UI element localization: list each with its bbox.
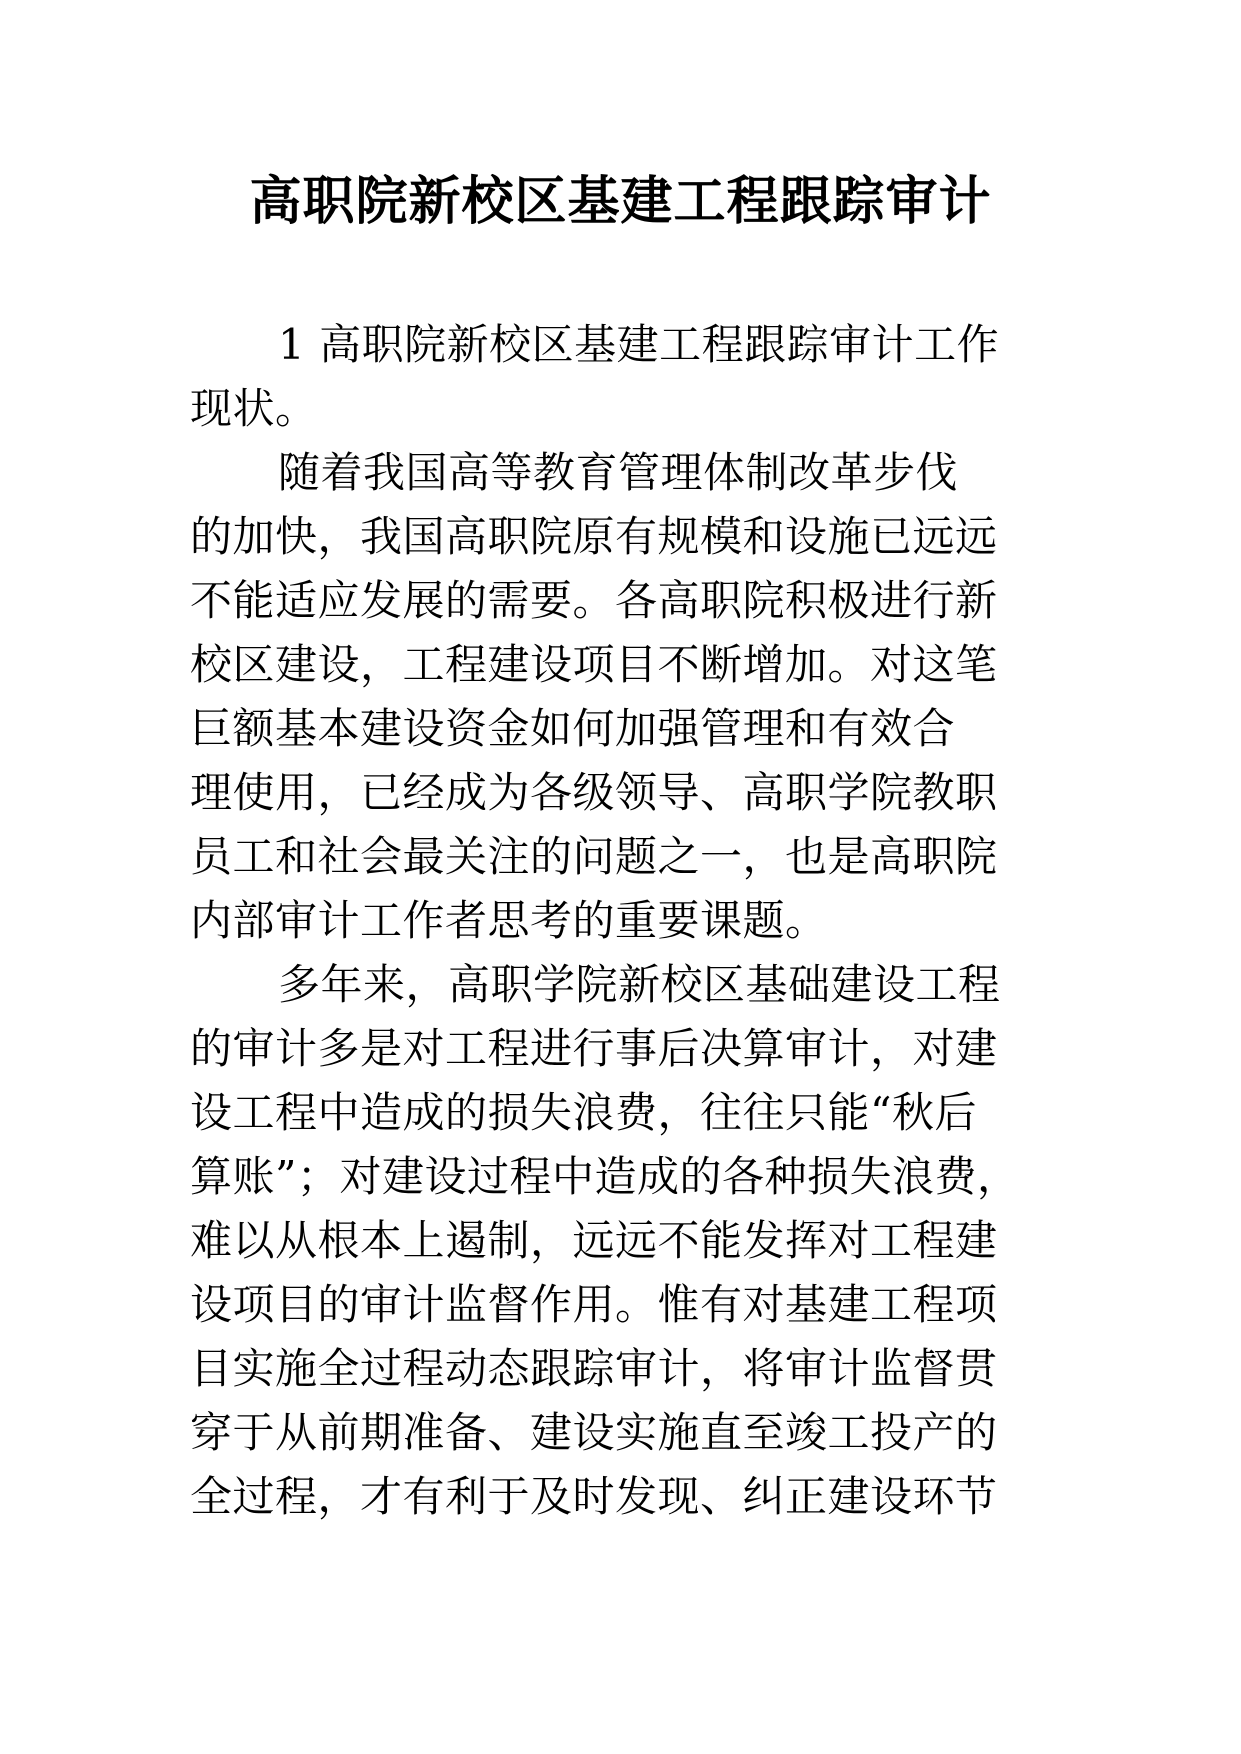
- paragraph-line: 的加快，我国高职院原有规模和设施已远远: [190, 512, 998, 561]
- paragraph-line: 巨额基本建设资金如何加强管理和有效合: [190, 704, 956, 753]
- paragraph-line: 随着我国高等教育管理体制改革步伐: [278, 448, 959, 497]
- paragraph-line: 算账”；对建设过程中造成的各种损失浪费，: [190, 1152, 1020, 1201]
- document-body: [190, 313, 1090, 1529]
- paragraph-line: 理使用，已经成为各级领导、高职学院教职: [190, 768, 998, 817]
- paragraph-line: 内部审计工作者思考的重要课题。: [190, 896, 828, 945]
- paragraph-line: 设工程中造成的损失浪费，往往只能“秋后: [190, 1088, 977, 1137]
- paragraph-line: 难以从根本上遏制，远远不能发挥对工程建: [190, 1216, 998, 1265]
- paragraph-line: 现状。: [190, 384, 318, 433]
- paragraph-line: 穿于从前期准备、建设实施直至竣工投产的: [190, 1408, 998, 1457]
- paragraph-line: 目实施全过程动态跟踪审计，将审计监督贯: [190, 1344, 998, 1393]
- paragraph-line: 校区建设，工程建设项目不断增加。对这笔: [190, 640, 998, 689]
- paragraph-line: 1 高职院新校区基建工程跟踪审计工作: [278, 320, 1000, 369]
- paragraph-line: 不能适应发展的需要。各高职院积极进行新: [190, 576, 998, 625]
- paragraph-line: 设项目的审计监督作用。惟有对基建工程项: [190, 1280, 998, 1329]
- paragraph-line: 全过程，才有利于及时发现、纠正建设环节: [190, 1472, 998, 1521]
- document-title: 高职院新校区基建工程跟踪审计: [249, 171, 992, 232]
- paragraph-line: 多年来，高职学院新校区基础建设工程: [278, 960, 1001, 1009]
- paragraph-line: 员工和社会最关注的问题之一，也是高职院: [190, 832, 998, 881]
- paragraph-line: 的审计多是对工程进行事后决算审计，对建: [190, 1024, 998, 1073]
